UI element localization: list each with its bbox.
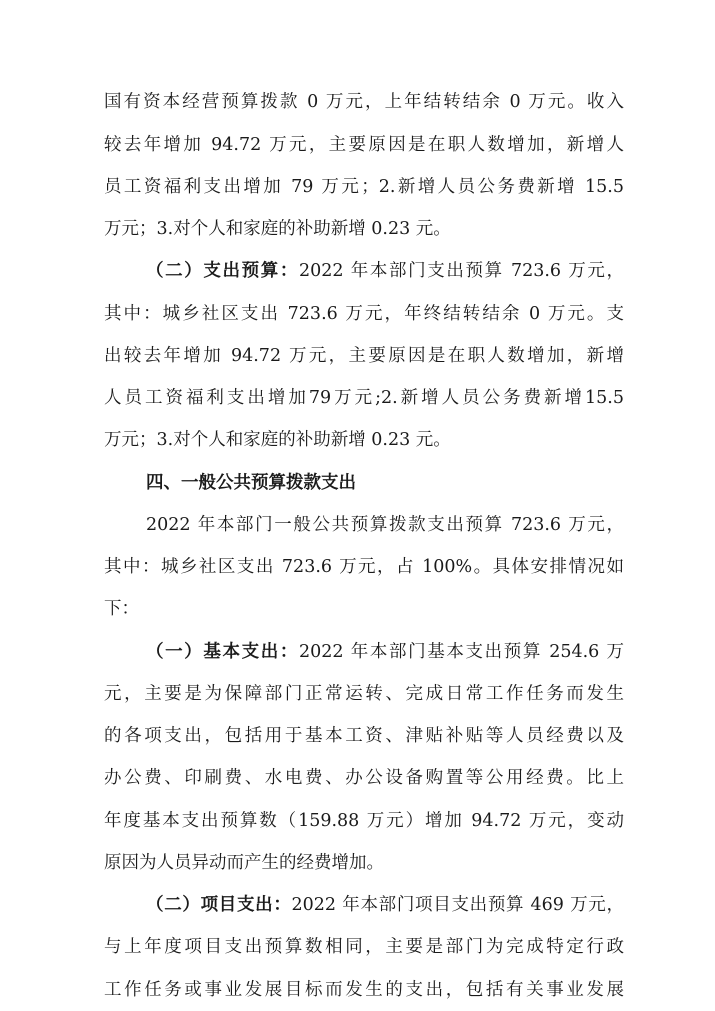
text-line: 与上年度项目支出预算数相同，主要是部门为完成特定行政 bbox=[104, 937, 624, 957]
text-line: 原因为人员异动而产生的经费增加。 bbox=[104, 853, 384, 873]
text-line: 出较去年增加 94.72 万元，主要原因是在职人数增加，新增 bbox=[104, 346, 624, 366]
text-line: 较去年增加 94.72 万元，主要原因是在职人数增加，新增人 bbox=[104, 135, 624, 155]
text-line: 其中：城乡社区支出 723.6 万元，年终结转结余 0 万元。支 bbox=[104, 304, 624, 324]
section-heading: （一）基本支出： bbox=[146, 642, 300, 662]
section-paragraph bbox=[146, 256, 624, 286]
text-line: 万元；3.对个人和家庭的补助新增 0.23 元。 bbox=[104, 219, 451, 239]
text-span: 2022 年本部门项目支出预算 469 万元， bbox=[291, 895, 624, 915]
section-paragraph bbox=[146, 637, 624, 667]
text-line: 办公费、印刷费、水电费、办公设备购置等公用经费。比上 bbox=[104, 768, 624, 788]
text-line: 其中：城乡社区支出 723.6 万元，占 100%。具体安排情况如 bbox=[104, 557, 624, 577]
text-line: 人员工资福利支出增加79万元;2.新增人员公务费新增15.5 bbox=[104, 388, 624, 408]
text-line: 2022 年本部门一般公共预算拨款支出预算 723.6 万元， bbox=[146, 515, 624, 535]
text-line: 员工资福利支出增加 79 万元；2.新增人员公务费新增 15.5 bbox=[104, 177, 624, 197]
text-line: 下： bbox=[104, 599, 139, 619]
section-heading: 四、一般公共预算拨款支出 bbox=[146, 473, 356, 493]
text-line: 国有资本经营预算拨款 0 万元，上年结转结余 0 万元。收入 bbox=[104, 92, 624, 112]
text-span: 2022 年本部门支出预算 723.6 万元， bbox=[299, 261, 625, 281]
text-line: 元，主要是为保障部门正常运转、完成日常工作任务而发生 bbox=[104, 684, 624, 704]
text-span: 2022 年本部门基本支出预算 254.6 万 bbox=[299, 642, 625, 662]
section-heading: （二）项目支出： bbox=[146, 895, 292, 915]
text-line: 工作任务或事业发展目标而发生的支出，包括有关事业发展 bbox=[104, 980, 624, 1000]
section-heading: （二）支出预算： bbox=[146, 261, 300, 281]
text-line: 的各项支出，包括用于基本工资、津贴补贴等人员经费以及 bbox=[104, 726, 624, 746]
section-paragraph bbox=[146, 890, 624, 920]
text-line: 万元；3.对个人和家庭的补助新增 0.23 元。 bbox=[104, 430, 451, 450]
text-line: 年度基本支出预算数（159.88 万元）增加 94.72 万元，变动 bbox=[104, 811, 624, 831]
